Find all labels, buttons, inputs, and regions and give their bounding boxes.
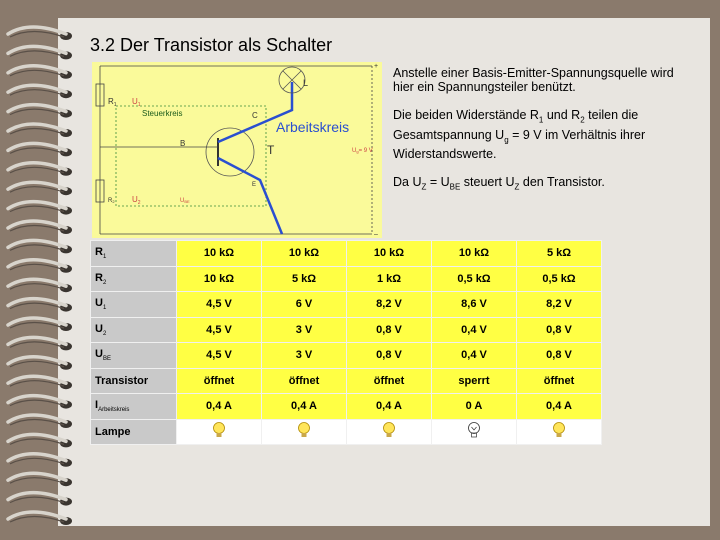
binder-ring-icon <box>8 105 72 118</box>
label-minus: – <box>374 231 378 238</box>
binder-ring-icon <box>8 512 72 525</box>
table-cell: 0,5 kΩ <box>432 266 517 292</box>
binder-ring-icon <box>8 182 72 195</box>
label-lamp: L <box>303 78 309 88</box>
table-cell: 0,4 V <box>432 343 517 369</box>
table-cell: 0,4 A <box>262 394 347 420</box>
table-cell: 0,4 A <box>517 394 602 420</box>
table-cell: öffnet <box>177 368 262 394</box>
table-cell: 3 V <box>262 317 347 343</box>
table-cell: 4,5 V <box>177 317 262 343</box>
label-c: C <box>252 111 258 120</box>
binder-ring-icon <box>8 143 72 156</box>
paragraph-1: Anstelle einer Basis-Emitter-Spannungsquelle wird hier ein Spannungsteiler benützt. <box>393 66 674 94</box>
table-cell: 0 A <box>432 394 517 420</box>
binder-ring-icon <box>8 415 72 428</box>
label-steuerkreis: Steuerkreis <box>142 109 183 118</box>
table-row <box>91 266 602 292</box>
binder-ring-icon <box>8 493 72 506</box>
table-row <box>91 292 602 318</box>
table-cell: 0,5 kΩ <box>517 266 602 292</box>
row-label: $U_2$ <box>91 317 177 343</box>
table-row <box>91 419 602 445</box>
light-bulb-on-icon <box>517 419 602 445</box>
binder-ring-icon <box>8 163 72 176</box>
table-row <box>91 394 602 420</box>
row-label: $I_{Arbeitskreis}$ <box>91 394 177 420</box>
binder-ring-icon <box>8 202 72 215</box>
binder-ring-icon <box>8 376 72 389</box>
table-cell: 4,5 V <box>177 292 262 318</box>
binder-ring-icon <box>8 357 72 370</box>
binder-ring-icon <box>8 434 72 447</box>
binder-rings <box>0 0 90 540</box>
table-cell: 5 kΩ <box>517 241 602 267</box>
binder-ring-icon <box>8 260 72 273</box>
table-cell: 8,6 V <box>432 292 517 318</box>
table-cell: 10 kΩ <box>177 241 262 267</box>
circuit-diagram <box>92 62 382 238</box>
table-cell: 0,4 A <box>347 394 432 420</box>
table-cell: 10 kΩ <box>262 241 347 267</box>
table-cell: 0,8 V <box>517 343 602 369</box>
table-cell: 0,8 V <box>347 317 432 343</box>
row-label: $U_{BE}$ <box>91 343 177 369</box>
label-ug: Ug= 9 V <box>352 148 373 154</box>
values-table <box>90 240 602 445</box>
row-label: $R_2$ <box>91 266 177 292</box>
label-plus: + <box>374 63 379 70</box>
paragraph-2: Die beiden Widerstände $R_1$ und $R_2$ teilen die Gesamtspannung $U_g = 9$ V im Verhältnis ihrer Widerstandswerte. <box>393 108 646 161</box>
label-r2: R2 <box>108 198 115 204</box>
label-ube: UBE <box>180 198 190 204</box>
table-row <box>91 317 602 343</box>
table-cell: 3 V <box>262 343 347 369</box>
binder-ring-icon <box>8 124 72 137</box>
explanation-text <box>393 66 693 209</box>
table-cell: 0,4 A <box>177 394 262 420</box>
table-cell: 0,4 V <box>432 317 517 343</box>
table-cell: sperrt <box>432 368 517 394</box>
slide-title: 3.2 Der Transistor als Schalter <box>90 35 333 55</box>
label-r1: $R_1$ <box>108 97 117 108</box>
table-cell: öffnet <box>347 368 432 394</box>
light-bulb-on-icon <box>262 419 347 445</box>
binder-ring-icon <box>8 299 72 312</box>
light-bulb-off-icon <box>432 419 517 445</box>
table-cell: 8,2 V <box>347 292 432 318</box>
label-arbeitskreis: Arbeitskreis <box>276 119 350 135</box>
table-cell: 0,8 V <box>347 343 432 369</box>
table-cell: 10 kΩ <box>347 241 432 267</box>
table-cell: 6 V <box>262 292 347 318</box>
row-label: Lampe <box>91 419 177 445</box>
row-label: $R_1$ <box>91 241 177 267</box>
binder-ring-icon <box>8 27 72 40</box>
binder-ring-icon <box>8 473 72 486</box>
table-cell: 8,2 V <box>517 292 602 318</box>
paragraph-3: Da $U_Z = U_{BE}$ steuert $U_Z$ den Transistor. <box>393 175 605 192</box>
label-u1: $U_1$ <box>132 97 141 108</box>
binder-ring-icon <box>8 337 72 350</box>
circuit-background <box>92 62 382 238</box>
binder-ring-icon <box>8 221 72 234</box>
table-cell: öffnet <box>262 368 347 394</box>
table-cell: 10 kΩ <box>432 241 517 267</box>
label-u2: $U_2$ <box>132 195 141 206</box>
binder-ring-icon <box>8 279 72 292</box>
label-t: T <box>267 143 275 157</box>
table-cell: 1 kΩ <box>347 266 432 292</box>
binder-ring-icon <box>8 66 72 79</box>
binder-ring-icon <box>8 318 72 331</box>
label-e: E <box>252 182 257 188</box>
binder-ring-icon <box>8 85 72 98</box>
table-cell: 4,5 V <box>177 343 262 369</box>
row-label: Transistor <box>91 368 177 394</box>
label-b: B <box>180 139 186 148</box>
light-bulb-on-icon <box>177 419 262 445</box>
row-label: $U_1$ <box>91 292 177 318</box>
table-row <box>91 241 602 267</box>
light-bulb-on-icon <box>347 419 432 445</box>
table-row <box>91 343 602 369</box>
binder-ring-icon <box>8 46 72 59</box>
binder-ring-icon <box>8 240 72 253</box>
table-cell: 10 kΩ <box>177 266 262 292</box>
table-cell: 5 kΩ <box>262 266 347 292</box>
table-cell: 0,8 V <box>517 317 602 343</box>
binder-ring-icon <box>8 396 72 409</box>
table-row <box>91 368 602 394</box>
binder-ring-icon <box>8 454 72 467</box>
table-cell: öffnet <box>517 368 602 394</box>
